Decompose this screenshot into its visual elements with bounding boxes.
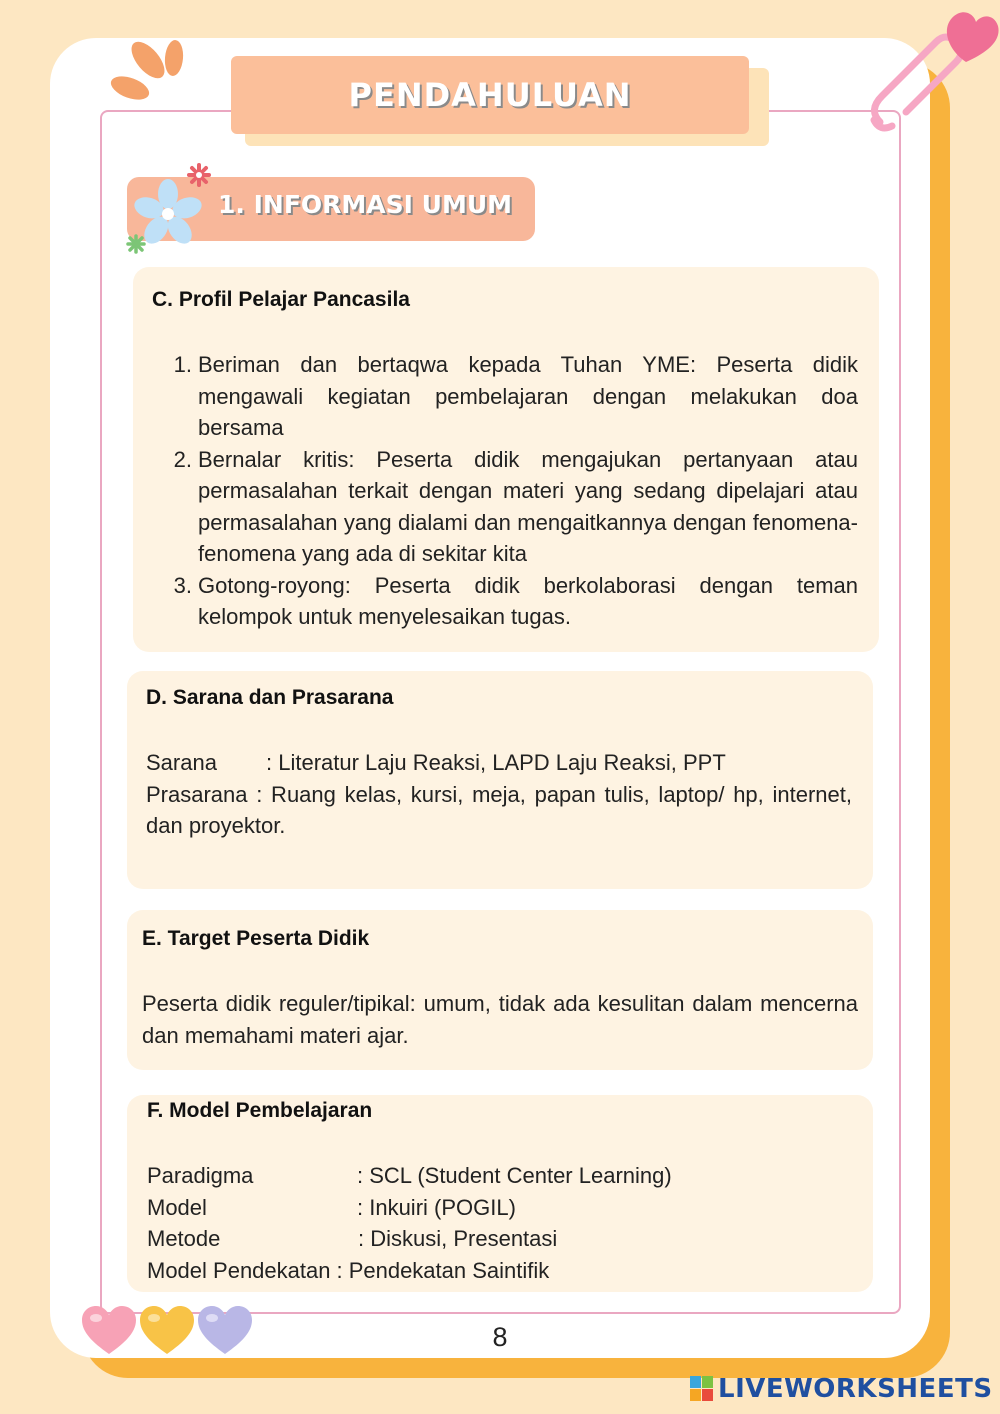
list-item: 2. Bernalar kritis: Peserta didik mengajukan pertanyaan atau permasalahan terkait dengan materi yang sedang dipelajari atau permasalahan yang dialami dan mengaitkannya dengan fenomena-fenomena yang ada di sekitar kita	[173, 446, 858, 566]
sarana-row	[146, 747, 852, 779]
red-flower-icon	[186, 162, 212, 188]
sarana-value: : Literatur Laju Reaksi, LAPD Laju Reaksi, PPT	[266, 750, 726, 775]
model-heading: F. Model Pembelajaran	[147, 1099, 373, 1122]
page-title: PENDAHULUAN	[348, 76, 632, 114]
sarana-label: Sarana	[146, 750, 217, 775]
heart-paperclip-icon	[862, 0, 1000, 140]
profil-list	[156, 349, 858, 633]
sarana-content	[146, 747, 852, 842]
model-row: Model Pendekatan : Pendekatan Saintifik	[147, 1257, 550, 1283]
orange-petals-icon	[108, 36, 196, 106]
model-content	[147, 1160, 847, 1286]
model-row: Model : Inkuiri (POGIL)	[147, 1194, 516, 1220]
profil-heading: C. Profil Pelajar Pancasila	[152, 288, 410, 311]
liveworksheets-logo-icon	[690, 1376, 714, 1402]
prasarana-row	[146, 779, 852, 842]
target-text: Peserta didik reguler/tipikal: umum, tidak ada kesulitan dalam mencerna dan memahami materi ajar.	[142, 991, 858, 1048]
brand-name: LIVEWORKSHEETS	[718, 1374, 993, 1404]
section-title: 1. INFORMASI UMUM	[218, 190, 512, 219]
green-flower-icon	[126, 234, 146, 254]
purple-heart-icon	[196, 1304, 254, 1356]
list-item: 1. Beriman dan bertaqwa kepada Tuhan YME: Peserta didik mengawali kegiatan pembelajaran dengan melakukan doa bersama	[173, 352, 858, 440]
prasarana-value: : Ruang kelas, kursi, meja, papan tulis, laptop/ hp, internet, dan proyektor.	[146, 781, 852, 838]
yellow-heart-icon	[138, 1304, 196, 1356]
page-number: 8	[492, 1322, 508, 1352]
brand-logo[interactable]	[690, 1374, 993, 1404]
list-item: 3. Gotong-royong: Peserta didik berkolaborasi dengan teman kelompok untuk menyelesaikan tugas.	[173, 572, 858, 629]
pink-heart-icon	[80, 1304, 138, 1356]
prasarana-label: Prasarana	[146, 781, 248, 807]
target-heading: E. Target Peserta Didik	[142, 927, 370, 950]
sarana-heading: D. Sarana dan Prasarana	[146, 686, 394, 709]
title-banner	[231, 56, 749, 134]
model-row: Paradigma : SCL (Student Center Learning)	[147, 1163, 672, 1188]
model-row: Metode : Diskusi, Presentasi	[147, 1226, 558, 1251]
